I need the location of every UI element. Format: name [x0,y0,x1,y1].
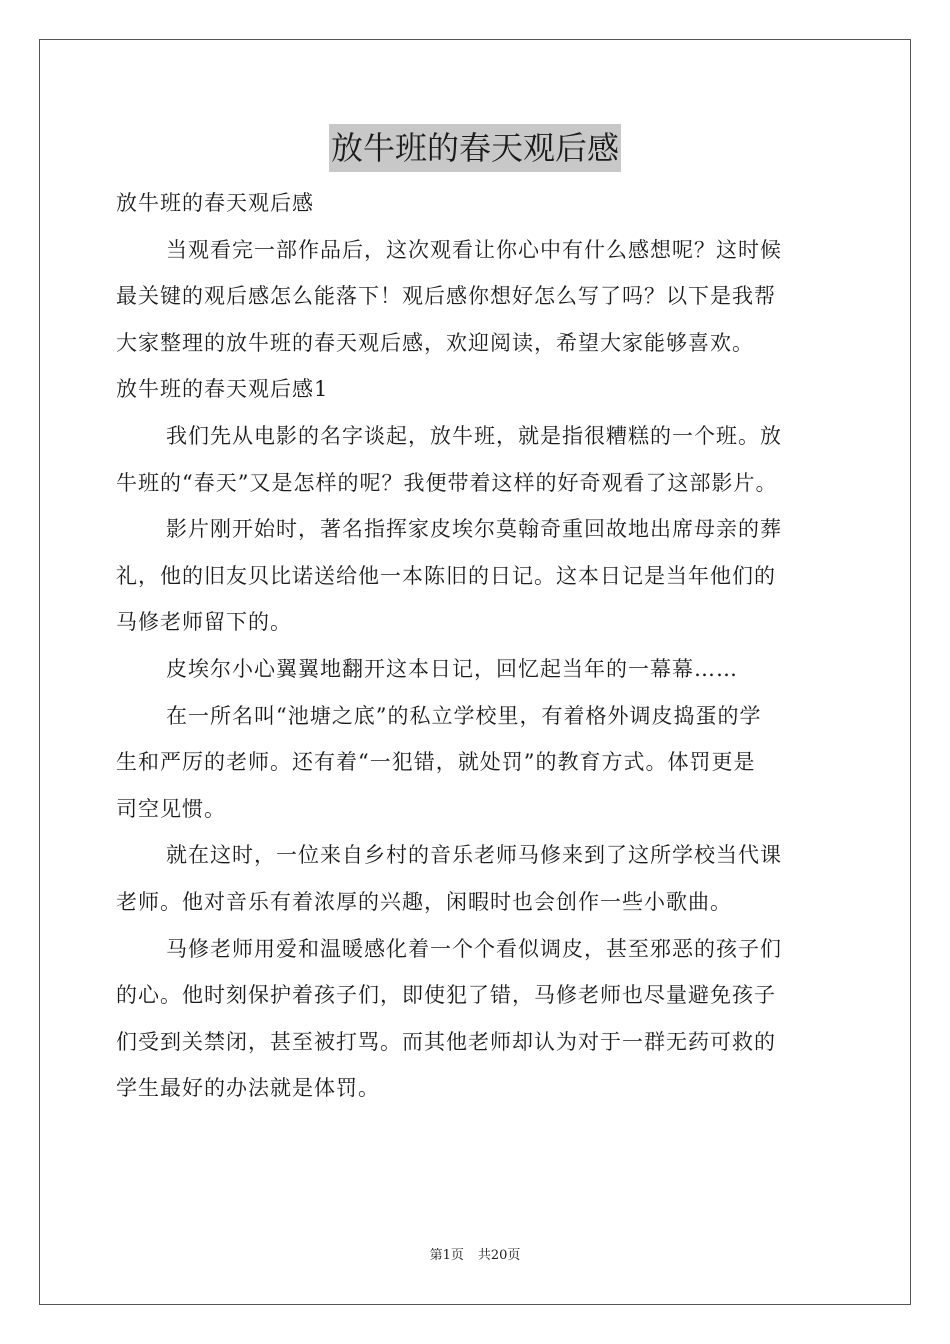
text-line: 马修老师留下的。 [116,610,292,635]
title-container [0,124,950,172]
text-line: 礼，他的旧友贝比诺送给他一本陈旧的日记。这本日记是当年他们的 [116,563,776,588]
text-line: 司空见惯。 [116,796,226,821]
text-line: 最关键的观后感怎么能落下！观后感你想好怎么写了吗？以下是我帮 [116,284,776,309]
document-title: 放牛班的春天观后感 [329,124,621,172]
text-line: 皮埃尔小心翼翼地翻开这本日记，回忆起当年的一幕幕…… [166,656,738,681]
text-line: 生和严厉的老师。还有着“一犯错，就处罚”的教育方式。体罚更是 [116,750,756,775]
text-line: 当观看完一部作品后，这次观看让你心中有什么感想呢？这时候 [166,237,782,262]
document-body [116,180,856,1112]
total-pages: 共20页 [477,1248,521,1263]
text-line: 放牛班的春天观后感1 [116,377,329,402]
text-line: 就在这时，一位来自乡村的音乐老师马修来到了这所学校当代课 [166,843,782,868]
text-line: 们受到关禁闭，甚至被打骂。而其他老师却认为对于一群无药可救的 [116,1029,776,1054]
text-line: 我们先从电影的名字谈起，放牛班，就是指很糟糕的一个班。放 [166,423,782,448]
text-line: 大家整理的放牛班的春天观后感，欢迎阅读，希望大家能够喜欢。 [116,330,754,355]
text-line: 影片刚开始时，著名指挥家皮埃尔莫翰奇重回故地出席母亲的葬 [166,517,782,542]
text-line: 放牛班的春天观后感 [116,191,314,215]
text-line: 老师。他对音乐有着浓厚的兴趣，闲暇时也会创作一些小歌曲。 [116,889,732,914]
text-line: 学生最好的办法就是体罚。 [116,1076,380,1101]
text-line: 马修老师用爱和温暖感化着一个个看似调皮，甚至邪恶的孩子们 [166,936,782,961]
page-number: 第1页 [429,1248,464,1263]
page-footer [0,1246,950,1266]
text-line: 的心。他时刻保护着孩子们，即使犯了错，马修老师也尽量避免孩子 [116,983,776,1008]
text-line: 在一所名叫“池塘之底”的私立学校里，有着格外调皮捣蛋的学 [166,703,762,728]
text-line: 牛班的“春天”又是怎样的呢？我便带着这样的好奇观看了这部影片。 [116,470,778,495]
